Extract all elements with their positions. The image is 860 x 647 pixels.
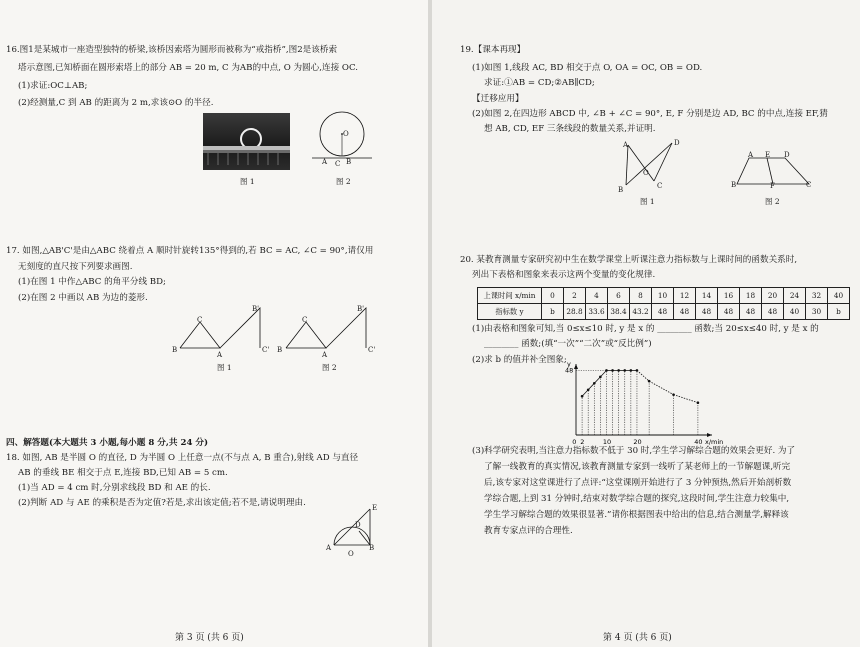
x-tick-label: 40 <box>694 438 703 446</box>
table-cell: 16 <box>718 288 740 304</box>
table-row <box>478 304 850 320</box>
x-tick-label: 0 <box>572 438 577 446</box>
q17-f1-label-c: C <box>197 316 203 324</box>
x-tick-label: 10 <box>602 438 612 446</box>
table-cell: 4 <box>586 288 608 304</box>
table-cell: 0 <box>542 288 564 304</box>
q17-part1: (1)在图 1 中作△ABC 的角平分线 BD; <box>18 277 166 287</box>
q17-part2: (2)在图 2 中画以 AB 为边的菱形. <box>18 293 148 303</box>
q19-f1-label-d: D <box>674 139 680 147</box>
q18-label-a: A <box>326 544 332 552</box>
q16-part2: (2)经测量,C 到 AB 的距离为 2 m,求该⊙O 的半径. <box>18 98 214 108</box>
q19-fig2-caption: 图 2 <box>765 197 780 206</box>
data-point <box>581 395 584 398</box>
q17-f2-label-bp: B' <box>357 305 365 313</box>
table-cell: 2 <box>564 288 586 304</box>
q19-f2-label-e: E <box>765 151 771 159</box>
q19-f1-label-o: O <box>643 169 649 177</box>
data-point <box>648 380 651 383</box>
q19-f2-label-f: F <box>770 182 775 190</box>
table-cell: 30 <box>806 304 828 320</box>
q18-part1: (1)当 AD = 4 cm 时,分别求线段 BD 和 AE 的长. <box>18 483 211 493</box>
y-tick-label: 48 <box>565 366 574 375</box>
data-point <box>593 382 596 385</box>
q17-f2-label-cp: C' <box>368 346 376 354</box>
q19-part2-line1: (2)如图 2,在四边形 ABCD 中, ∠B + ∠C = 90°, E, F 分别是边 AD, BC 的中点,连接 EF,猜 <box>472 109 828 119</box>
series-segment <box>582 390 588 396</box>
q20-part3-line5: 学生学习解综合题的效果很显著.”请你根据图表中给出的信息,结合测量学,解释该 <box>484 510 789 520</box>
q16-line2: 塔示意图,已知桥面在圆形索塔上的部分 AB = 20 m, C 为AB的中点, O 为圆心,连接 OC. <box>18 63 358 73</box>
q19-f2-label-a: A <box>748 151 754 159</box>
q16-fig2-caption: 图 2 <box>336 177 351 186</box>
bridge-photo <box>203 113 290 170</box>
table-cell: 48 <box>652 304 674 320</box>
q19-transfer: 【迁移应用】 <box>472 94 524 104</box>
q18-label-o: O <box>348 550 354 558</box>
series-segment <box>674 395 698 403</box>
table-cell: 43.2 <box>630 304 652 320</box>
q20-line1: 20. 某教育测量专家研究初中生在数学课堂上听课注意力指标数与上课时间的函数关系时, <box>460 255 798 265</box>
table-cell: 28.8 <box>564 304 586 320</box>
x-tick-label: 20 <box>633 438 642 446</box>
q17-f2-label-a: A <box>322 351 328 359</box>
data-point <box>617 369 620 372</box>
table-cell: 38.4 <box>608 304 630 320</box>
data-point <box>587 388 590 391</box>
q20-data-table <box>477 287 850 320</box>
table-header-cell: 上课时间 x/min <box>478 288 542 304</box>
table-cell: 10 <box>652 288 674 304</box>
table-cell: 14 <box>696 288 718 304</box>
data-point <box>672 393 675 396</box>
q17-fig2-caption: 图 2 <box>322 363 337 372</box>
x-axis-label: x/min <box>705 438 724 446</box>
q20-part3-line2: 了解一线教育的真实情况,该教育测量专家到一线听了某老师上的一节解题课,听完 <box>484 462 791 472</box>
q18-label-e: E <box>372 504 378 512</box>
data-point <box>611 369 614 372</box>
table-cell: b <box>542 304 564 320</box>
table-cell: 48 <box>674 304 696 320</box>
q19-figure2 <box>735 152 815 192</box>
q16-label-c: C <box>335 160 341 168</box>
q16-line1: 16.图1是某城市一座造型独特的桥梁,该桥因索塔为圆形而被称为“戒指桥”,图2是该桥索 <box>6 45 338 55</box>
q17-f1-label-a: A <box>217 351 223 359</box>
table-cell: 24 <box>784 288 806 304</box>
table-cell: 40 <box>828 288 850 304</box>
q17-f1-label-bp: B' <box>252 305 260 313</box>
q17-fig1-caption: 图 1 <box>217 363 232 372</box>
section-4-heading: 四、解答题(本大题共 3 小题,每小题 8 分,共 24 分) <box>6 438 209 448</box>
data-point <box>599 376 602 379</box>
q20-part3-line4: 学综合题,上到 31 分钟时,结束对数学综合题的探究,这段时间,学生注意力较集中, <box>484 494 790 504</box>
table-cell: 40 <box>784 304 806 320</box>
q20-part3-line1: (3)科学研究表明,当注意力指标数不低于 30 时,学生学习解综合题的效果会更好. 为了 <box>472 446 796 456</box>
table-cell: 48 <box>740 304 762 320</box>
table-row <box>478 288 850 304</box>
y-axis-arrow <box>574 364 578 369</box>
table-header-cell: 指标数 y <box>478 304 542 320</box>
q19-f1-label-a: A <box>623 141 629 149</box>
table-cell: 18 <box>740 288 762 304</box>
q19-header: 19.【课本再现】 <box>460 45 526 55</box>
q20-part3-line3: 后,该专家对这堂课进行了点评:“这堂课刚开始进行了 3 分钟预热,然后开始剖析数 <box>484 478 792 488</box>
x-tick-label: 2 <box>580 438 585 446</box>
q19-f2-label-b: B <box>731 181 737 189</box>
q19-fig1-caption: 图 1 <box>640 197 655 206</box>
data-point <box>605 369 608 372</box>
table-cell: 48 <box>696 304 718 320</box>
series-segment <box>588 383 594 389</box>
data-point <box>623 369 626 372</box>
q20-line2: 列出下表格和图象来表示这两个变量的变化规律. <box>472 270 656 280</box>
right-footer: 第 4 页 (共 6 页) <box>603 633 672 643</box>
q18-label-b: B <box>369 544 375 552</box>
series-segment <box>649 381 673 394</box>
table-cell: 6 <box>608 288 630 304</box>
table-cell: 8 <box>630 288 652 304</box>
q18-line1: 18. 如图, AB 是半圆 O 的直径, D 为半圆 O 上任意一点(不与点 A, B 重合),射线 AD 与直径 <box>6 453 359 463</box>
q20-part3-line6: 教育专家点评的合理性. <box>484 526 573 536</box>
table-cell: 48 <box>718 304 740 320</box>
q20-part2: (2)求 b 的值并补全图象; <box>472 355 567 365</box>
q17-f1-label-cp: C' <box>262 346 270 354</box>
q19-figure1 <box>620 141 680 191</box>
table-cell: 12 <box>674 288 696 304</box>
q19-part1-line2: 求证:①AB = CD;②AB∥CD; <box>484 78 595 88</box>
data-point <box>636 369 639 372</box>
q19-part1-line1: (1)如图 1,线段 AC, BD 相交于点 O, OA = OC, OB = OD. <box>472 63 703 73</box>
q17-line1: 17. 如图,△AB'C'是由△ABC 绕着点 A 顺时针旋转135°得到的,若 BC = AC, ∠C = 90°,请仅用 <box>6 246 374 256</box>
table-cell: 20 <box>762 288 784 304</box>
q19-part2-line2: 想 AB, CD, EF 三条线段的数量关系,并证明. <box>484 124 656 134</box>
q17-f1-label-b: B <box>172 346 178 354</box>
q17-f2-label-b: B <box>277 346 283 354</box>
data-point <box>630 369 633 372</box>
page-gutter <box>428 0 432 647</box>
q16-part1: (1)求证:OC⊥AB; <box>18 81 88 91</box>
q20-attention-chart <box>562 360 722 450</box>
table-cell: b <box>828 304 850 320</box>
q19-f2-label-c: C <box>806 181 812 189</box>
q18-part2: (2)判断 AD 与 AE 的乘积是否为定值?若是,求出该定值;若不是,请说明理由. <box>18 498 306 508</box>
q18-line2: AB 的垂线 BE 相交于点 E,连接 BD,已知 AB = 5 cm. <box>18 468 228 478</box>
q16-label-o: O <box>343 130 349 138</box>
q18-label-d: D <box>355 521 361 529</box>
left-footer: 第 3 页 (共 6 页) <box>175 633 244 643</box>
q19-f2-label-d: D <box>784 151 790 159</box>
q20-part1-line1: (1)由表格和图象可知,当 0≤x≤10 时, y 是 x 的 ________ 函数;当 20≤x≤40 时, y 是 x 的 <box>472 324 819 334</box>
q17-f2-label-c: C <box>302 316 308 324</box>
data-point <box>697 401 700 404</box>
series-segment <box>600 370 606 376</box>
table-cell: 33.6 <box>586 304 608 320</box>
q20-part1-line2: ________ 函数;(填“一次”“二次”或“反比例”) <box>484 339 652 349</box>
table-cell: 48 <box>762 304 784 320</box>
q16-figure2 <box>312 110 372 175</box>
q19-f1-label-c: C <box>657 182 663 190</box>
x-axis-arrow <box>707 433 712 437</box>
q17-line2: 无刻度的直尺按下列要求画图. <box>18 262 133 272</box>
series-segment <box>594 377 600 383</box>
q16-label-b: B <box>346 158 352 166</box>
q16-fig1-caption: 图 1 <box>240 177 255 186</box>
y-axis-label: y <box>567 360 571 368</box>
series-segment <box>637 370 649 381</box>
q16-label-a: A <box>322 158 328 166</box>
table-cell: 32 <box>806 288 828 304</box>
q19-f1-label-b: B <box>618 186 624 194</box>
